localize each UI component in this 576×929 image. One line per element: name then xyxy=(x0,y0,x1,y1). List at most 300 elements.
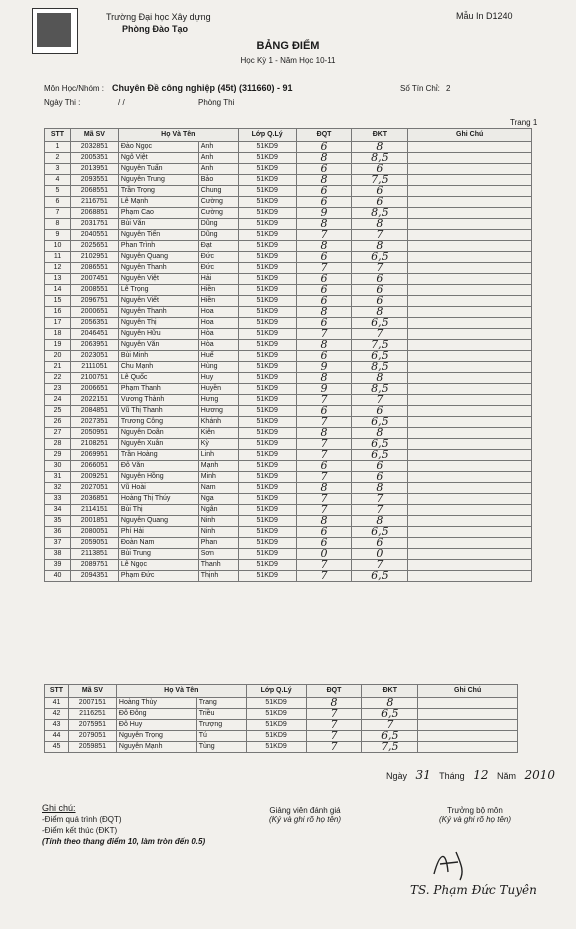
dqt-score-cell: 7 xyxy=(306,742,362,753)
day-value: 31 xyxy=(415,768,431,782)
note-cell xyxy=(408,527,532,538)
student-id-cell: 2009251 xyxy=(70,472,118,483)
first-name-cell: Đức xyxy=(198,263,238,274)
class-cell: 51KD9 xyxy=(238,329,296,340)
student-id-cell: 2022151 xyxy=(70,395,118,406)
last-middle-name-cell: Lê Mạnh xyxy=(118,197,198,208)
dqt-score-cell: 7 xyxy=(296,395,352,406)
student-id-cell: 2040551 xyxy=(70,230,118,241)
last-middle-name-cell: Vương Thành xyxy=(118,395,198,406)
stt-cell: 33 xyxy=(45,494,71,505)
table-row xyxy=(45,252,532,263)
dkt-score-cell: 7 xyxy=(352,230,408,241)
term-label: Học Kỳ 1 - Năm Học 10-11 xyxy=(240,56,336,65)
dqt-score-cell: 7 xyxy=(296,560,352,571)
class-cell: 51KD9 xyxy=(238,274,296,285)
student-id-cell: 2031751 xyxy=(70,219,118,230)
dkt-score-cell: 6,5 xyxy=(352,351,408,362)
last-middle-name-cell: Trương Công xyxy=(118,417,198,428)
table-row xyxy=(45,527,532,538)
student-id-cell: 2006651 xyxy=(70,384,118,395)
stt-cell: 24 xyxy=(45,395,71,406)
table-row xyxy=(45,698,518,709)
last-middle-name-cell: Trần Hoàng xyxy=(118,450,198,461)
dqt-score-cell: 6 xyxy=(296,406,352,417)
credits-value: 2 xyxy=(446,84,451,93)
dqt-score-cell: 7 xyxy=(296,329,352,340)
table-row xyxy=(45,219,532,230)
note-cell xyxy=(408,538,532,549)
dqt-score-cell: 9 xyxy=(296,362,352,373)
table-row xyxy=(45,263,532,274)
dqt-score-cell: 6 xyxy=(296,274,352,285)
dqt-score-cell: 7 xyxy=(296,450,352,461)
note-cell xyxy=(408,362,532,373)
last-middle-name-cell: Đỗ Văn xyxy=(118,461,198,472)
head-hint: (Ký và ghi rõ họ tên) xyxy=(438,815,512,824)
col-student-id: Mã SV xyxy=(70,129,118,142)
first-name-cell: Mạnh xyxy=(198,461,238,472)
last-middle-name-cell: Chu Mạnh xyxy=(118,362,198,373)
dqt-score-cell: 7 xyxy=(296,571,352,582)
stt-cell: 44 xyxy=(45,731,69,742)
stt-cell: 35 xyxy=(45,516,71,527)
note-cell xyxy=(408,450,532,461)
class-cell: 51KD9 xyxy=(238,516,296,527)
stt-cell: 15 xyxy=(45,296,71,307)
col-note: Ghi Chú xyxy=(408,129,532,142)
col-full-name: Họ Và Tên xyxy=(118,129,238,142)
form-code: Mẫu In D1240 xyxy=(456,11,513,21)
note-cell xyxy=(408,417,532,428)
dkt-score-cell: 8,5 xyxy=(352,362,408,373)
table-row xyxy=(45,351,532,362)
last-middle-name-cell: Phan Trình xyxy=(118,241,198,252)
dqt-score-cell: 9 xyxy=(296,208,352,219)
first-name-cell: Chung xyxy=(198,186,238,197)
table-row xyxy=(45,450,532,461)
dqt-score-cell: 6 xyxy=(296,252,352,263)
note-cell xyxy=(408,263,532,274)
first-name-cell: Dũng xyxy=(198,230,238,241)
note-cell xyxy=(408,472,532,483)
first-name-cell: Cường xyxy=(198,208,238,219)
note-cell xyxy=(408,461,532,472)
dkt-score-cell: 8 xyxy=(362,698,418,709)
stt-cell: 14 xyxy=(45,285,71,296)
table-row xyxy=(45,329,532,340)
last-middle-name-cell: Lê Quốc xyxy=(118,373,198,384)
last-middle-name-cell: Nguyễn Thanh xyxy=(118,307,198,318)
dkt-score-cell: 6,5 xyxy=(352,527,408,538)
last-middle-name-cell: Nguyễn Thanh xyxy=(118,263,198,274)
first-name-cell: Hương xyxy=(198,406,238,417)
last-middle-name-cell: Nguyễn Trung xyxy=(118,175,198,186)
last-middle-name-cell: Vũ Thị Thanh xyxy=(118,406,198,417)
last-middle-name-cell: Nguyễn Mạnh xyxy=(116,742,196,753)
stt-cell: 28 xyxy=(45,439,71,450)
first-name-cell: Anh xyxy=(198,153,238,164)
col-class: Lớp Q.Lý xyxy=(246,685,306,698)
first-name-cell: Hòa xyxy=(198,340,238,351)
class-cell: 51KD9 xyxy=(238,208,296,219)
stt-cell: 41 xyxy=(45,698,69,709)
class-cell: 51KD9 xyxy=(246,709,306,720)
first-name-cell: Kỳ xyxy=(198,439,238,450)
first-name-cell: Anh xyxy=(198,142,238,153)
last-middle-name-cell: Nguyễn Doãn xyxy=(118,428,198,439)
note-cell xyxy=(408,208,532,219)
student-id-cell: 2084851 xyxy=(70,406,118,417)
last-middle-name-cell: Lê Trọng xyxy=(118,285,198,296)
stt-cell: 2 xyxy=(45,153,71,164)
first-name-cell: Trang xyxy=(196,698,246,709)
dkt-score-cell: 8 xyxy=(352,219,408,230)
last-middle-name-cell: Nguyễn Tuấn xyxy=(118,164,198,175)
month-value: 12 xyxy=(473,768,489,782)
dkt-score-cell: 8 xyxy=(352,373,408,384)
note-cell xyxy=(408,406,532,417)
dkt-score-cell: 6,5 xyxy=(352,571,408,582)
last-middle-name-cell: Nguyễn Thị xyxy=(118,318,198,329)
table-row xyxy=(45,461,532,472)
last-middle-name-cell: Đỗ Huy xyxy=(116,720,196,731)
class-cell: 51KD9 xyxy=(238,384,296,395)
dkt-score-cell: 8,5 xyxy=(352,384,408,395)
note-cell xyxy=(408,186,532,197)
last-middle-name-cell: Nguyễn Việt xyxy=(118,274,198,285)
note-cell xyxy=(408,329,532,340)
class-cell: 51KD9 xyxy=(238,296,296,307)
first-name-cell: Tú xyxy=(196,731,246,742)
signing-date xyxy=(386,768,561,782)
class-cell: 51KD9 xyxy=(238,307,296,318)
stt-cell: 8 xyxy=(45,219,71,230)
stt-cell: 13 xyxy=(45,274,71,285)
first-name-cell: Phan xyxy=(198,538,238,549)
student-id-cell: 2102951 xyxy=(70,252,118,263)
student-id-cell: 2080051 xyxy=(70,527,118,538)
table-row xyxy=(45,318,532,329)
stt-cell: 7 xyxy=(45,208,71,219)
dqt-score-cell: 7 xyxy=(296,263,352,274)
stt-cell: 11 xyxy=(45,252,71,263)
student-id-cell: 2068551 xyxy=(70,186,118,197)
note-cell xyxy=(408,197,532,208)
dqt-score-cell: 6 xyxy=(296,318,352,329)
student-id-cell: 2093551 xyxy=(70,175,118,186)
stt-cell: 36 xyxy=(45,527,71,538)
table-row xyxy=(45,417,532,428)
table-row xyxy=(45,285,532,296)
lecturer-title: Giảng viên đánh giá xyxy=(269,806,341,815)
note-cell xyxy=(408,384,532,395)
class-cell: 51KD9 xyxy=(238,318,296,329)
note-dqt: -Điểm quá trình (ĐQT) xyxy=(42,815,122,824)
first-name-cell: Sơn xyxy=(198,549,238,560)
last-middle-name-cell: Đào Ngọc xyxy=(118,142,198,153)
student-id-cell: 2116751 xyxy=(70,197,118,208)
dkt-score-cell: 7 xyxy=(352,329,408,340)
note-cell xyxy=(408,296,532,307)
table-row xyxy=(45,549,532,560)
stt-cell: 38 xyxy=(45,549,71,560)
class-cell: 51KD9 xyxy=(238,186,296,197)
note-dkt: -Điểm kết thúc (ĐKT) xyxy=(42,826,118,835)
last-middle-name-cell: Nguyễn Hồng xyxy=(118,472,198,483)
note-cell xyxy=(408,175,532,186)
dkt-score-cell: 6 xyxy=(352,461,408,472)
table-row xyxy=(45,296,532,307)
note-cell xyxy=(408,428,532,439)
dkt-score-cell: 6 xyxy=(352,274,408,285)
class-cell: 51KD9 xyxy=(246,731,306,742)
student-id-cell: 2001851 xyxy=(70,516,118,527)
col-dqt: ĐQT xyxy=(306,685,362,698)
student-id-cell: 2113851 xyxy=(70,549,118,560)
table-row xyxy=(45,439,532,450)
dqt-score-cell: 6 xyxy=(296,142,352,153)
student-id-cell: 2023051 xyxy=(70,351,118,362)
first-name-cell: Linh xyxy=(198,450,238,461)
class-cell: 51KD9 xyxy=(238,241,296,252)
last-middle-name-cell: Lê Ngọc xyxy=(118,560,198,571)
dqt-score-cell: 9 xyxy=(296,384,352,395)
first-name-cell: Hòa xyxy=(198,329,238,340)
head-signature-block xyxy=(420,806,530,824)
class-cell: 51KD9 xyxy=(238,549,296,560)
table-row xyxy=(45,307,532,318)
last-middle-name-cell: Phí Hải xyxy=(118,527,198,538)
first-name-cell: Kiên xyxy=(198,428,238,439)
class-cell: 51KD9 xyxy=(238,252,296,263)
notes-block xyxy=(42,803,205,847)
class-cell: 51KD9 xyxy=(246,720,306,731)
page-number: Trang 1 xyxy=(510,118,538,127)
stt-cell: 43 xyxy=(45,720,69,731)
note-cell xyxy=(408,373,532,384)
table-header-row xyxy=(45,129,532,142)
dkt-score-cell: 8,5 xyxy=(352,153,408,164)
first-name-cell: Ninh xyxy=(198,527,238,538)
day-label: Ngày xyxy=(386,771,408,781)
student-id-cell: 2007151 xyxy=(68,698,116,709)
class-cell: 51KD9 xyxy=(238,494,296,505)
stt-cell: 21 xyxy=(45,362,71,373)
note-cell xyxy=(408,252,532,263)
note-cell xyxy=(418,742,518,753)
table-row xyxy=(45,186,532,197)
dkt-score-cell: 6 xyxy=(352,186,408,197)
table-row xyxy=(45,406,532,417)
first-name-cell: Hùng xyxy=(198,362,238,373)
dkt-score-cell: 0 xyxy=(352,549,408,560)
stt-cell: 5 xyxy=(45,186,71,197)
stt-cell: 42 xyxy=(45,709,69,720)
dkt-score-cell: 6 xyxy=(352,472,408,483)
last-middle-name-cell: Nguyễn Hữu xyxy=(118,329,198,340)
first-name-cell: Huế xyxy=(198,351,238,362)
document-title: BẢNG ĐIỂM xyxy=(256,40,320,52)
table-row xyxy=(45,731,518,742)
last-middle-name-cell: Bùi Văn xyxy=(118,219,198,230)
last-middle-name-cell: Nguyễn Văn xyxy=(118,340,198,351)
month-label: Tháng xyxy=(439,771,465,781)
dkt-score-cell: 7 xyxy=(352,395,408,406)
dqt-score-cell: 6 xyxy=(296,285,352,296)
table-row xyxy=(45,340,532,351)
dkt-score-cell: 6 xyxy=(352,538,408,549)
stt-cell: 17 xyxy=(45,318,71,329)
table-row xyxy=(45,241,532,252)
dkt-score-cell: 6,5 xyxy=(362,709,418,720)
table-row xyxy=(45,142,532,153)
dqt-score-cell: 8 xyxy=(306,698,362,709)
stt-cell: 45 xyxy=(45,742,69,753)
dkt-score-cell: 8 xyxy=(352,241,408,252)
note-cell xyxy=(408,164,532,175)
col-dkt: ĐKT xyxy=(362,685,418,698)
dkt-score-cell: 6,5 xyxy=(352,252,408,263)
dkt-score-cell: 6,5 xyxy=(352,417,408,428)
class-cell: 51KD9 xyxy=(238,285,296,296)
class-cell: 51KD9 xyxy=(238,439,296,450)
table-row xyxy=(45,709,518,720)
stt-cell: 19 xyxy=(45,340,71,351)
table-row xyxy=(45,395,532,406)
dqt-score-cell: 6 xyxy=(296,527,352,538)
dqt-score-cell: 8 xyxy=(296,516,352,527)
dqt-score-cell: 6 xyxy=(296,164,352,175)
class-cell: 51KD9 xyxy=(238,527,296,538)
dkt-score-cell: 6,5 xyxy=(362,731,418,742)
last-middle-name-cell: Bùi Trung xyxy=(118,549,198,560)
note-cell xyxy=(408,505,532,516)
dkt-score-cell: 8 xyxy=(352,516,408,527)
stt-cell: 40 xyxy=(45,571,71,582)
dkt-score-cell: 6 xyxy=(352,164,408,175)
student-id-cell: 2069951 xyxy=(70,450,118,461)
dqt-score-cell: 6 xyxy=(296,186,352,197)
dkt-score-cell: 8 xyxy=(352,483,408,494)
class-cell: 51KD9 xyxy=(238,483,296,494)
student-id-cell: 2111051 xyxy=(70,362,118,373)
first-name-cell: Thịnh xyxy=(198,571,238,582)
dqt-score-cell: 6 xyxy=(296,461,352,472)
dqt-score-cell: 7 xyxy=(296,505,352,516)
class-cell: 51KD9 xyxy=(238,560,296,571)
table-row xyxy=(45,742,518,753)
student-id-cell: 2114151 xyxy=(70,505,118,516)
dkt-score-cell: 6 xyxy=(352,406,408,417)
stt-cell: 27 xyxy=(45,428,71,439)
student-id-cell: 2079051 xyxy=(68,731,116,742)
grade-table-continued xyxy=(44,684,518,753)
note-cell xyxy=(408,516,532,527)
table-row xyxy=(45,153,532,164)
note-cell xyxy=(418,709,518,720)
student-id-cell: 2059051 xyxy=(70,538,118,549)
dkt-score-cell: 6,5 xyxy=(352,318,408,329)
student-id-cell: 2056351 xyxy=(70,318,118,329)
dkt-score-cell: 6,5 xyxy=(352,439,408,450)
dqt-score-cell: 8 xyxy=(296,340,352,351)
col-stt: STT xyxy=(45,685,69,698)
dqt-score-cell: 6 xyxy=(296,197,352,208)
student-id-cell: 2063951 xyxy=(70,340,118,351)
first-name-cell: Minh xyxy=(198,472,238,483)
dqt-score-cell: 7 xyxy=(296,439,352,450)
class-cell: 51KD9 xyxy=(238,362,296,373)
first-name-cell: Hoa xyxy=(198,318,238,329)
notes-title: Ghi chú: xyxy=(42,803,76,813)
university-name: Trường Đại học Xây dựng xyxy=(106,12,211,22)
exam-date-value: / / xyxy=(118,98,125,107)
dqt-score-cell: 7 xyxy=(306,720,362,731)
grade-table xyxy=(44,128,532,582)
student-id-cell: 2066051 xyxy=(70,461,118,472)
student-id-cell: 2100751 xyxy=(70,373,118,384)
room-label: Phòng Thi xyxy=(198,98,235,107)
table-row xyxy=(45,472,532,483)
table-row xyxy=(45,538,532,549)
student-id-cell: 2027051 xyxy=(70,483,118,494)
student-id-cell: 2108251 xyxy=(70,439,118,450)
dqt-score-cell: 8 xyxy=(296,428,352,439)
student-id-cell: 2059851 xyxy=(68,742,116,753)
note-cell xyxy=(408,142,532,153)
stt-cell: 4 xyxy=(45,175,71,186)
first-name-cell: Hải xyxy=(198,274,238,285)
student-id-cell: 2005351 xyxy=(70,153,118,164)
note-cell xyxy=(408,560,532,571)
dqt-score-cell: 8 xyxy=(296,373,352,384)
note-cell xyxy=(408,219,532,230)
class-cell: 51KD9 xyxy=(238,142,296,153)
first-name-cell: Huyền xyxy=(198,384,238,395)
first-name-cell: Dũng xyxy=(198,219,238,230)
last-middle-name-cell: Trần Trọng xyxy=(118,186,198,197)
stt-cell: 1 xyxy=(45,142,71,153)
stt-cell: 18 xyxy=(45,329,71,340)
first-name-cell: Nam xyxy=(198,483,238,494)
table-row xyxy=(45,373,532,384)
note-cell xyxy=(418,731,518,742)
stt-cell: 12 xyxy=(45,263,71,274)
last-middle-name-cell: Đoàn Nam xyxy=(118,538,198,549)
class-cell: 51KD9 xyxy=(238,571,296,582)
first-name-cell: Nga xyxy=(198,494,238,505)
last-middle-name-cell: Nguyễn Xuân xyxy=(118,439,198,450)
credits-label: Số Tín Chỉ: xyxy=(400,84,440,93)
last-middle-name-cell: Nguyễn Quang xyxy=(118,252,198,263)
last-middle-name-cell: Phạm Đức xyxy=(118,571,198,582)
dqt-score-cell: 6 xyxy=(296,538,352,549)
exam-date-label: Ngày Thi : xyxy=(44,98,81,107)
first-name-cell: Ngân xyxy=(198,505,238,516)
class-cell: 51KD9 xyxy=(238,263,296,274)
class-cell: 51KD9 xyxy=(238,175,296,186)
dkt-score-cell: 7 xyxy=(352,494,408,505)
first-name-cell: Anh xyxy=(198,164,238,175)
class-cell: 51KD9 xyxy=(238,351,296,362)
table-row xyxy=(45,720,518,731)
dkt-score-cell: 8 xyxy=(352,428,408,439)
dqt-score-cell: 6 xyxy=(296,296,352,307)
dkt-score-cell: 8 xyxy=(352,142,408,153)
dkt-score-cell: 6,5 xyxy=(352,450,408,461)
last-middle-name-cell: Nguyễn Quang xyxy=(118,516,198,527)
